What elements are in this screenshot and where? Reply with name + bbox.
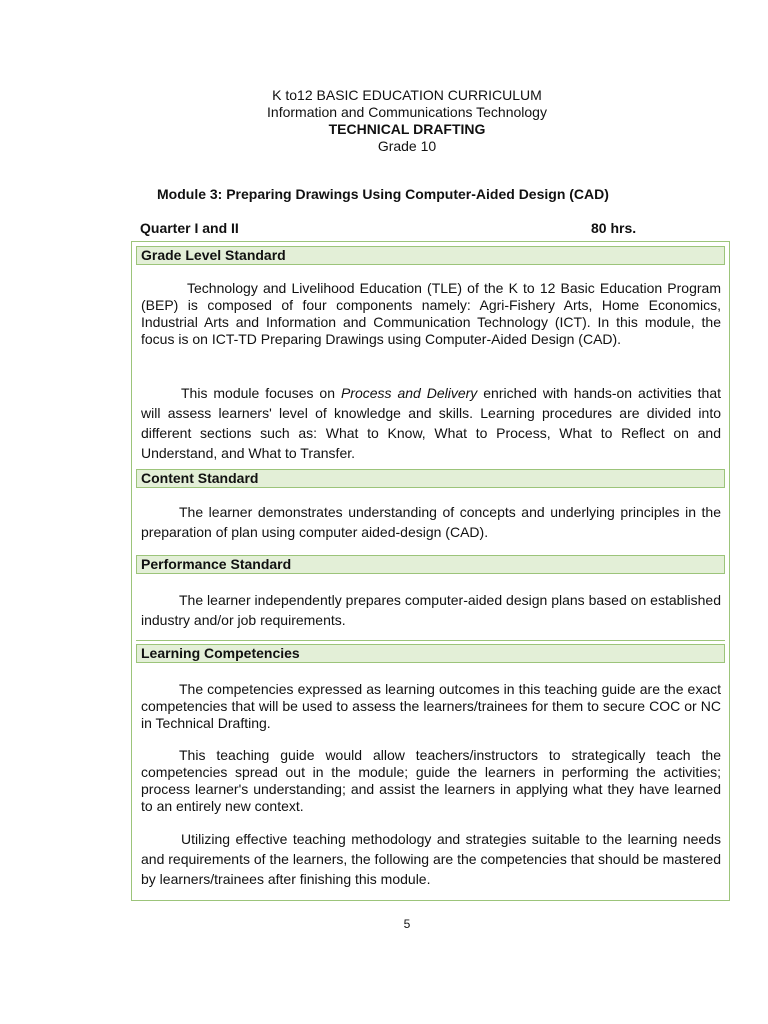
page-number: 5 [403,917,411,931]
quarter-label: Quarter I and II [140,220,239,236]
grade-level-paragraph-1: Technology and Livelihood Education (TLE) of the K to 12 Basic Education Program (BEP) is composed of four components namely: Agri-Fishery Arts, Home Economics, Industrial Arts and Information and Communication Technology (ICT). In this module, the focus is on ICT-TD Preparing Drawings using Computer-Aided Design (CAD). [141,280,721,347]
subject-title: Information and Communications Technology [267,104,547,120]
course-title: TECHNICAL DRAFTING [328,121,486,137]
curriculum-table [131,241,730,901]
hours-label: 80 hrs. [591,220,637,236]
competencies-paragraph-1: The competencies expressed as learning outcomes in this teaching guide are the exact competencies that will be used to assess the learners/trainees for them to secure COC or NC in Technical Drafting. [141,681,721,731]
grade-label: Grade 10 [377,138,437,154]
learning-competencies-heading: Learning Competencies [136,644,725,663]
curriculum-title: K to12 BASIC EDUCATION CURRICULUM [272,87,542,103]
performance-standard-heading: Performance Standard [136,555,725,574]
document-header [0,87,768,155]
competencies-paragraph-3: Utilizing effective teaching methodology and strategies suitable to the learning needs and requirements of the learners, the following are the competencies that should be mastered by learners/trainees after finishing this module. [141,831,721,887]
competencies-paragraph-2: This teaching guide would allow teachers/instructors to strategically teach the competencies spread out in the module; guide the learners in performing the activities; process learner's understanding; and assist the learners in applying what they have learned to an entirely new context. [141,747,721,814]
module-title: Module 3: Preparing Drawings Using Computer-Aided Design (CAD) [157,186,609,202]
content-standard-paragraph: The learner demonstrates understanding of concepts and underlying principles in the preparation of plan using computer aided-design (CAD). [141,504,721,540]
content-standard-heading: Content Standard [136,469,725,488]
performance-standard-paragraph: The learner independently prepares computer-aided design plans based on established industry and/or job requirements. [141,592,721,628]
section-divider [136,640,725,641]
grade-level-standard-heading: Grade Level Standard [136,246,725,265]
grade-level-paragraph-2: This module focuses on Process and Delivery enriched with hands-on activities that will assess learners' level of knowledge and skills. Learning procedures are divided into different sections such as: What to Know, What to Process, What to Reflect on and Understand, and What to Transfer. [141,385,722,461]
